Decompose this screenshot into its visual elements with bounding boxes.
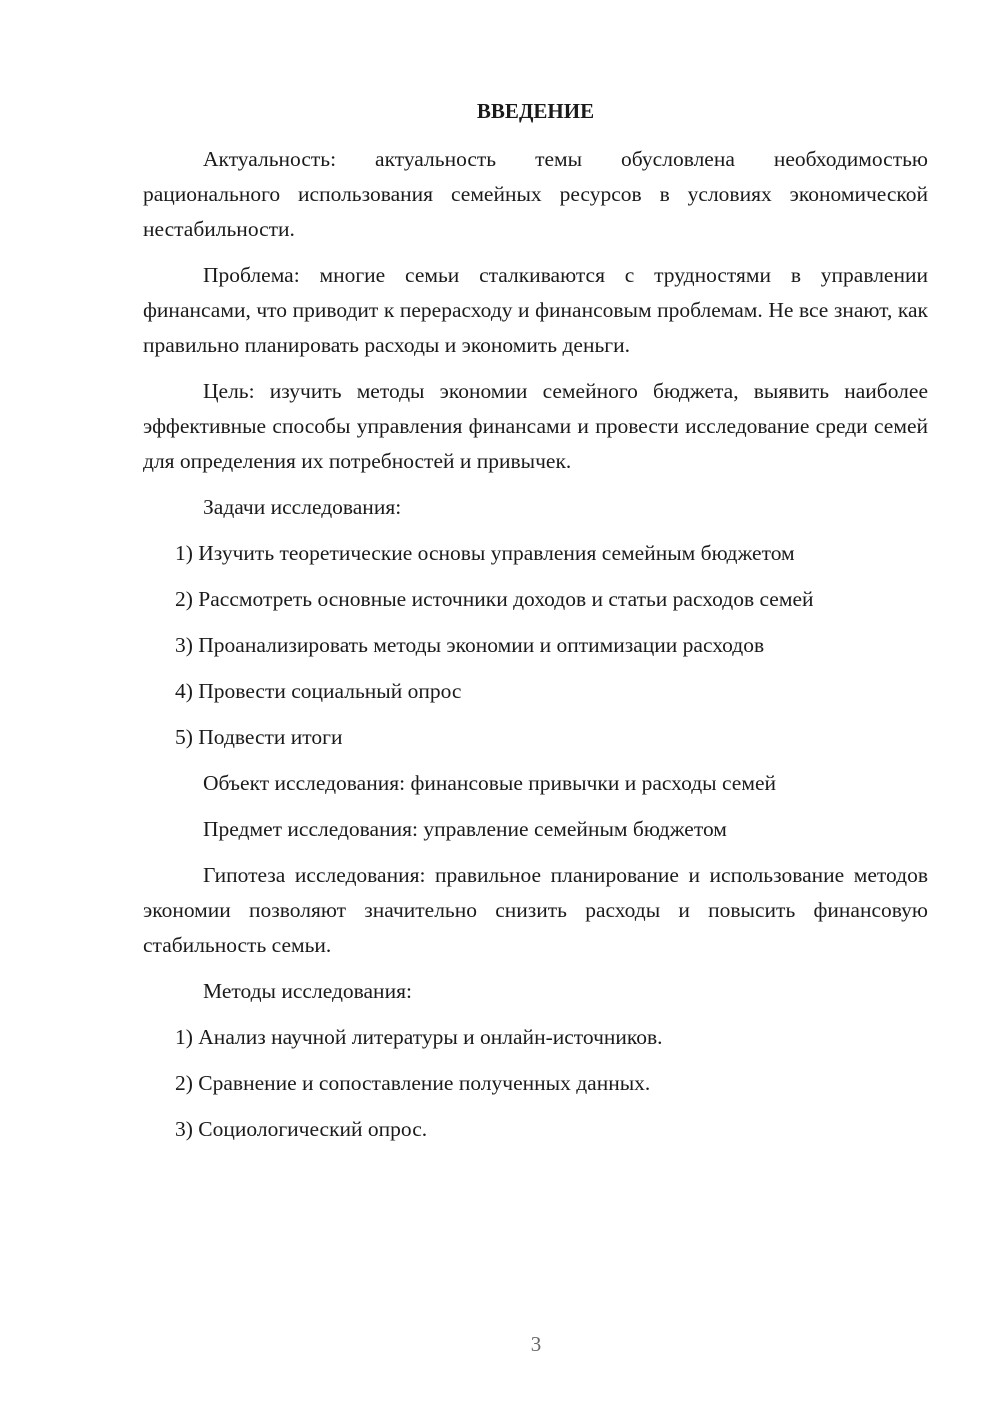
problem-paragraph: Проблема: многие семьи сталкиваются с трудностями в управлении финансами, что приводит к перерасходу и финансовым проблемам. Не все знают, как правильно планировать расходы и экономить деньги. [143, 263, 928, 357]
list-item: 4) Провести социальный опрос [175, 679, 462, 703]
list-item: 1) Анализ научной литературы и онлайн-источников. [175, 1025, 663, 1049]
methods-heading: Методы исследования: [203, 979, 412, 1003]
page-content [143, 94, 928, 1158]
list-item: 5) Подвести итоги [175, 725, 343, 749]
page-title: ВВЕДЕНИЕ [476, 99, 595, 123]
list-item: 2) Сравнение и сопоставление полученных данных. [175, 1071, 651, 1095]
tasks-heading: Задачи исследования: [203, 495, 402, 519]
list-item: 3) Социологический опрос. [175, 1117, 428, 1141]
list-item: 3) Проанализировать методы экономии и оптимизации расходов [175, 633, 765, 657]
goal-paragraph: Цель: изучить методы экономии семейного бюджета, выявить наиболее эффективные способы управления финансами и провести исследование среди семей для определения их потребностей и привычек. [143, 379, 928, 473]
tasks-list [143, 536, 928, 755]
subject-paragraph: Предмет исследования: управление семейным бюджетом [203, 817, 727, 841]
relevance-paragraph: Актуальность: актуальность темы обусловлена необходимостью рационального использования семейных ресурсов в условиях экономической нестабильности. [143, 147, 928, 241]
list-item: 1) Изучить теоретические основы управления семейным бюджетом [175, 541, 795, 565]
object-paragraph: Объект исследования: финансовые привычки и расходы семей [203, 771, 777, 795]
list-item: 2) Рассмотреть основные источники доходов и статьи расходов семей [175, 587, 814, 611]
page-number: 3 [530, 1332, 542, 1356]
methods-list [143, 1020, 928, 1147]
hypothesis-paragraph: Гипотеза исследования: правильное планирование и использование методов экономии позволяют значительно снизить расходы и повысить финансовую стабильность семьи. [143, 863, 928, 957]
